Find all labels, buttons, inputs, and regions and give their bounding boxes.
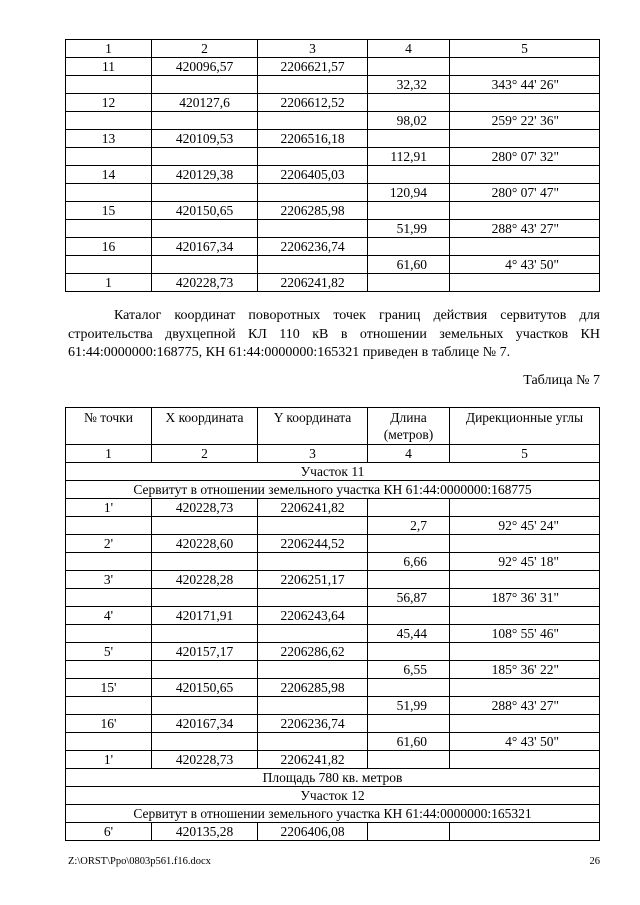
table-cell bbox=[66, 589, 152, 607]
table-row bbox=[66, 697, 600, 715]
table-cell: 4 bbox=[368, 445, 450, 463]
table-cell: 11 bbox=[66, 58, 152, 76]
table-cell bbox=[152, 148, 258, 166]
table-row bbox=[66, 607, 600, 625]
table-cell bbox=[66, 256, 152, 274]
table-cell bbox=[368, 499, 450, 517]
table-cell bbox=[368, 58, 450, 76]
table-cell: 280° 07' 32" bbox=[450, 148, 600, 166]
table-cell: 2206236,74 bbox=[258, 715, 368, 733]
area-row bbox=[66, 769, 600, 787]
table-cell bbox=[450, 751, 600, 769]
footer-page-number: 26 bbox=[589, 856, 600, 867]
table-cell: 6,66 bbox=[368, 553, 450, 571]
table-row bbox=[66, 679, 600, 697]
table-cell bbox=[450, 202, 600, 220]
table-cell bbox=[450, 499, 600, 517]
catalog-paragraph: Каталог координат поворотных точек границ действия сервитутов для строительства двухцепной КЛ 110 кВ в отношении земельных участков КН 61:44:0000000:168775, КН 61:44:0000000:165321 приведен в таблице № 7. bbox=[68, 308, 600, 360]
table-cell bbox=[368, 715, 450, 733]
table-cell bbox=[66, 625, 152, 643]
table-row bbox=[66, 130, 600, 148]
table-cell: 2206406,08 bbox=[258, 823, 368, 841]
table-cell bbox=[368, 238, 450, 256]
table-cell: 2206241,82 bbox=[258, 751, 368, 769]
table-cell: Y координата bbox=[258, 408, 368, 445]
table-cell bbox=[450, 571, 600, 589]
table-cell: 12 bbox=[66, 94, 152, 112]
table-cell bbox=[66, 553, 152, 571]
footer-file-path: Z:\ORST\Ppo\0803p561.f16.docx bbox=[68, 856, 211, 867]
table-row bbox=[66, 643, 600, 661]
table-cell bbox=[258, 220, 368, 238]
table-cell bbox=[66, 148, 152, 166]
table-cell: 1' bbox=[66, 751, 152, 769]
table-cell bbox=[258, 661, 368, 679]
table-cell: 51,99 bbox=[368, 220, 450, 238]
table-cell: 2206241,82 bbox=[258, 499, 368, 517]
table-cell bbox=[152, 553, 258, 571]
table-row bbox=[66, 220, 600, 238]
table-cell bbox=[258, 625, 368, 643]
table-cell: 45,44 bbox=[368, 625, 450, 643]
table-cell bbox=[152, 697, 258, 715]
table-row bbox=[66, 274, 600, 292]
table-cell bbox=[450, 643, 600, 661]
table-cell: 3' bbox=[66, 571, 152, 589]
table-cell: 16' bbox=[66, 715, 152, 733]
table-cell: 288° 43' 27" bbox=[450, 220, 600, 238]
table-cell: 4' bbox=[66, 607, 152, 625]
table-cell: 5 bbox=[450, 445, 600, 463]
table-cell: 108° 55' 46" bbox=[450, 625, 600, 643]
table-cell: 4 bbox=[368, 40, 450, 58]
table-cell bbox=[450, 823, 600, 841]
table-cell bbox=[368, 607, 450, 625]
table-cell: 61,60 bbox=[368, 733, 450, 751]
table-cell bbox=[368, 202, 450, 220]
table-row bbox=[66, 58, 600, 76]
table-cell: 1 bbox=[66, 445, 152, 463]
table-cell bbox=[152, 733, 258, 751]
table-cell: 420127,6 bbox=[152, 94, 258, 112]
table-cell bbox=[66, 220, 152, 238]
table-cell bbox=[368, 535, 450, 553]
table-cell bbox=[368, 94, 450, 112]
table-cell bbox=[368, 679, 450, 697]
table-cell: 185° 36' 22" bbox=[450, 661, 600, 679]
table-row bbox=[66, 625, 600, 643]
table-cell: 2,7 bbox=[368, 517, 450, 535]
table-cell bbox=[450, 130, 600, 148]
table-cell: 420129,38 bbox=[152, 166, 258, 184]
table-cell: 92° 45' 18" bbox=[450, 553, 600, 571]
table-cell: 420157,17 bbox=[152, 643, 258, 661]
table-row bbox=[66, 499, 600, 517]
table-row bbox=[66, 112, 600, 130]
table-cell bbox=[258, 517, 368, 535]
table-cell bbox=[258, 148, 368, 166]
table-cell: 420150,65 bbox=[152, 202, 258, 220]
table-cell bbox=[152, 661, 258, 679]
table-cell: 2206516,18 bbox=[258, 130, 368, 148]
table-cell: 420228,73 bbox=[152, 274, 258, 292]
table-cell bbox=[66, 733, 152, 751]
coordinates-table-continued bbox=[65, 39, 600, 292]
table-row bbox=[66, 751, 600, 769]
table-cell bbox=[450, 535, 600, 553]
table-cell bbox=[450, 238, 600, 256]
table-cell bbox=[152, 517, 258, 535]
table-cell: 32,32 bbox=[368, 76, 450, 94]
table-cell: 420228,73 bbox=[152, 751, 258, 769]
table-cell bbox=[66, 697, 152, 715]
table-cell: 420228,73 bbox=[152, 499, 258, 517]
table-cell bbox=[258, 733, 368, 751]
table-cell: 5' bbox=[66, 643, 152, 661]
table-cell bbox=[66, 661, 152, 679]
table-cell: 1 bbox=[66, 40, 152, 58]
table-cell bbox=[152, 184, 258, 202]
table-cell bbox=[368, 751, 450, 769]
table-cell: 420150,65 bbox=[152, 679, 258, 697]
table-cell: 2206612,52 bbox=[258, 94, 368, 112]
table-cell: 3 bbox=[258, 445, 368, 463]
table-cell: 420135,28 bbox=[152, 823, 258, 841]
table-cell: 2' bbox=[66, 535, 152, 553]
table-cell bbox=[152, 76, 258, 94]
servitude-row bbox=[66, 481, 600, 499]
table-cell: 6' bbox=[66, 823, 152, 841]
table-cell bbox=[450, 94, 600, 112]
table-cell: 5 bbox=[450, 40, 600, 58]
table-cell bbox=[66, 112, 152, 130]
table-cell bbox=[368, 823, 450, 841]
table-cell bbox=[368, 130, 450, 148]
table-row bbox=[66, 661, 600, 679]
table-header-row bbox=[66, 40, 600, 58]
table-cell: 2 bbox=[152, 445, 258, 463]
table-cell: 13 bbox=[66, 130, 152, 148]
table-cell bbox=[258, 553, 368, 571]
table-cell: 56,87 bbox=[368, 589, 450, 607]
servitude-coordinates-table bbox=[65, 407, 600, 841]
table-cell: 112,91 bbox=[368, 148, 450, 166]
section-row bbox=[66, 787, 600, 805]
table-cell bbox=[258, 112, 368, 130]
table-cell: 420228,28 bbox=[152, 571, 258, 589]
table-cell bbox=[258, 256, 368, 274]
table-row bbox=[66, 517, 600, 535]
table-cell bbox=[368, 166, 450, 184]
table-cell: 4° 43' 50" bbox=[450, 256, 600, 274]
table-cell: 259° 22' 36" bbox=[450, 112, 600, 130]
table-cell bbox=[152, 256, 258, 274]
table-cell: 16 bbox=[66, 238, 152, 256]
table-cell bbox=[450, 679, 600, 697]
table-row bbox=[66, 553, 600, 571]
table-cell: 2 bbox=[152, 40, 258, 58]
table-cell: Участок 12 bbox=[66, 787, 600, 805]
table-cell bbox=[368, 274, 450, 292]
table-cell: 98,02 bbox=[368, 112, 450, 130]
table-cell: 61,60 bbox=[368, 256, 450, 274]
table-cell bbox=[66, 184, 152, 202]
table-cell: 120,94 bbox=[368, 184, 450, 202]
table-cell bbox=[368, 571, 450, 589]
table-number-row bbox=[66, 445, 600, 463]
table-cell: 420167,34 bbox=[152, 238, 258, 256]
table-cell bbox=[258, 76, 368, 94]
table-cell: 2206285,98 bbox=[258, 202, 368, 220]
table-cell bbox=[152, 589, 258, 607]
table-cell bbox=[152, 220, 258, 238]
table-row bbox=[66, 715, 600, 733]
table-cell: Площадь 780 кв. метров bbox=[66, 769, 600, 787]
table-cell bbox=[258, 697, 368, 715]
table-row bbox=[66, 148, 600, 166]
table-cell: 343° 44' 26" bbox=[450, 76, 600, 94]
table-cell: 420109,53 bbox=[152, 130, 258, 148]
table-cell: 2206286,62 bbox=[258, 643, 368, 661]
table-cell: 2206236,74 bbox=[258, 238, 368, 256]
table-cell: 2206243,64 bbox=[258, 607, 368, 625]
table-row bbox=[66, 166, 600, 184]
table-row bbox=[66, 256, 600, 274]
table-row bbox=[66, 823, 600, 841]
table-cell: Длина (метров) bbox=[368, 408, 450, 445]
table-cell bbox=[66, 517, 152, 535]
table-cell: 1 bbox=[66, 274, 152, 292]
table-cell: 288° 43' 27" bbox=[450, 697, 600, 715]
table-cell bbox=[152, 112, 258, 130]
table-cell: Дирекционные углы bbox=[450, 408, 600, 445]
table-row bbox=[66, 535, 600, 553]
table-cell: 15 bbox=[66, 202, 152, 220]
table-cell bbox=[66, 76, 152, 94]
table-row bbox=[66, 94, 600, 112]
table-cell: 2206285,98 bbox=[258, 679, 368, 697]
table-cell bbox=[258, 589, 368, 607]
section-row bbox=[66, 463, 600, 481]
table-cell: 420167,34 bbox=[152, 715, 258, 733]
table-row bbox=[66, 76, 600, 94]
table-row bbox=[66, 733, 600, 751]
table-cell: 4° 43' 50" bbox=[450, 733, 600, 751]
table-cell: 15' bbox=[66, 679, 152, 697]
table-cell bbox=[450, 607, 600, 625]
table-cell: 14 bbox=[66, 166, 152, 184]
table-row bbox=[66, 571, 600, 589]
table-cell: 3 bbox=[258, 40, 368, 58]
table-cell: 2206621,57 bbox=[258, 58, 368, 76]
table-cell bbox=[450, 274, 600, 292]
table-cell: Сервитут в отношении земельного участка КН 61:44:0000000:168775 bbox=[66, 481, 600, 499]
table-cell: 2206405,03 bbox=[258, 166, 368, 184]
table-cell: № точки bbox=[66, 408, 152, 445]
table-cell bbox=[152, 625, 258, 643]
table-header-row bbox=[66, 408, 600, 445]
table-cell: 1' bbox=[66, 499, 152, 517]
table-row bbox=[66, 184, 600, 202]
table-cell bbox=[258, 184, 368, 202]
table-cell: 2206244,52 bbox=[258, 535, 368, 553]
table-cell: 420096,57 bbox=[152, 58, 258, 76]
table-cell bbox=[450, 166, 600, 184]
table-cell bbox=[450, 715, 600, 733]
table-row bbox=[66, 202, 600, 220]
table-cell: X координата bbox=[152, 408, 258, 445]
table-caption: Таблица № 7 bbox=[523, 373, 600, 388]
table-cell: Участок 11 bbox=[66, 463, 600, 481]
table-cell: 2206241,82 bbox=[258, 274, 368, 292]
table-cell: 420228,60 bbox=[152, 535, 258, 553]
table-row bbox=[66, 589, 600, 607]
table-cell: 51,99 bbox=[368, 697, 450, 715]
table-cell bbox=[368, 643, 450, 661]
table-cell: 6,55 bbox=[368, 661, 450, 679]
table-cell: 92° 45' 24" bbox=[450, 517, 600, 535]
table-cell: 187° 36' 31" bbox=[450, 589, 600, 607]
table-cell: 420171,91 bbox=[152, 607, 258, 625]
table-cell: 2206251,17 bbox=[258, 571, 368, 589]
table-cell: 280° 07' 47" bbox=[450, 184, 600, 202]
table-cell: Сервитут в отношении земельного участка КН 61:44:0000000:165321 bbox=[66, 805, 600, 823]
table-row bbox=[66, 238, 600, 256]
table-cell bbox=[450, 58, 600, 76]
servitude-row bbox=[66, 805, 600, 823]
